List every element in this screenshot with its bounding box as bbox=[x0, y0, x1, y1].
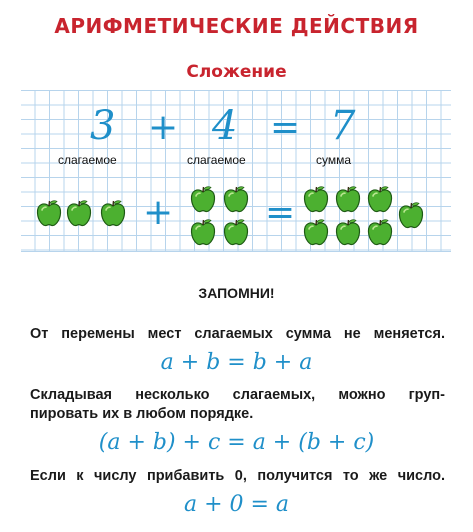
addend-a: 3 bbox=[90, 103, 116, 149]
rule-commutative: От перемены мест слагаемых сумма не меняется. bbox=[30, 326, 445, 342]
apple-icon bbox=[303, 218, 329, 246]
formula-associative: (a + b) + c = a + (b + c) bbox=[98, 430, 375, 455]
apple-icon bbox=[36, 199, 62, 227]
apple-icon bbox=[66, 199, 92, 227]
rule-associative-line2: пировать их в любом порядке. bbox=[30, 406, 254, 422]
apple-icon bbox=[303, 185, 329, 213]
apple-icon bbox=[100, 199, 126, 227]
sum-value: 7 bbox=[330, 103, 356, 149]
apple-icon bbox=[223, 185, 249, 213]
apple-icon bbox=[367, 185, 393, 213]
formula-commutative: a + b = b + a bbox=[160, 350, 313, 375]
equals-sign: = bbox=[270, 107, 301, 148]
label-sum: сумма bbox=[316, 153, 352, 167]
formula-zero: a + 0 = a bbox=[183, 492, 290, 517]
section-title: Сложение bbox=[186, 62, 287, 82]
apples-equals-sign: = bbox=[265, 192, 296, 233]
rule-zero: Если к числу прибавить 0, получится то же число. bbox=[30, 468, 445, 484]
apple-icon bbox=[398, 201, 424, 229]
apple-icon bbox=[335, 185, 361, 213]
apple-icon bbox=[190, 185, 216, 213]
remember-heading: ЗАПОМНИ! bbox=[198, 285, 275, 301]
label-addend-b: слагаемое bbox=[187, 153, 246, 167]
page-title: АРИФМЕТИЧЕСКИЕ ДЕЙСТВИЯ bbox=[54, 14, 419, 38]
addend-b: 4 bbox=[212, 103, 238, 149]
apple-icon bbox=[367, 218, 393, 246]
apple-icon bbox=[190, 218, 216, 246]
rule-associative-line1: Складывая несколько слагаемых, можно груп- bbox=[30, 387, 445, 403]
plus-sign: + bbox=[148, 107, 179, 148]
apple-icon bbox=[335, 218, 361, 246]
label-addend-a: слагаемое bbox=[58, 153, 117, 167]
apple-icon bbox=[223, 218, 249, 246]
apples-plus-sign: + bbox=[143, 192, 174, 233]
